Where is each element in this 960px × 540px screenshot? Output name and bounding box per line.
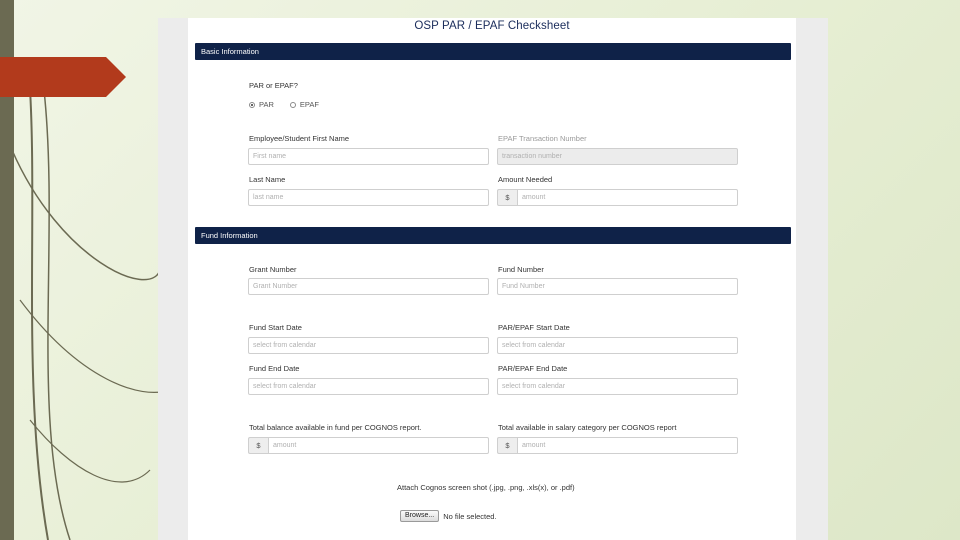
first-name-input[interactable]: First name [248,148,489,165]
par-end-date-label: PAR/EPAF End Date [498,364,568,373]
par-start-date-input[interactable]: select from calendar [497,337,738,354]
amount-needed-group [497,189,738,206]
par-start-date-label: PAR/EPAF Start Date [498,323,570,332]
grant-number-label: Grant Number [249,265,297,274]
fund-start-date-label: Fund Start Date [249,323,302,332]
radio-epaf[interactable] [290,102,296,108]
browse-button[interactable]: Browse... [400,510,439,522]
file-upload-row [400,510,497,522]
section-header-fund: Fund Information [195,227,791,244]
last-name-input[interactable]: last name [248,189,489,206]
amount-needed-input[interactable]: amount [517,189,738,206]
fund-end-date-input[interactable]: select from calendar [248,378,489,395]
total-salary-label: Total available in salary category per COGNOS report [498,423,677,432]
checksheet-form [188,18,796,540]
arrow-tab [0,57,126,97]
fund-number-label: Fund Number [498,265,544,274]
form-title: OSP PAR / EPAF Checksheet [414,20,570,32]
par-epaf-radio-group [249,100,319,109]
fund-number-input[interactable]: Fund Number [497,278,738,295]
last-name-label: Last Name [249,175,286,184]
section-header-basic: Basic Information [195,43,791,60]
fund-start-date-input[interactable]: select from calendar [248,337,489,354]
total-balance-label: Total balance available in fund per COGNOS report. [249,423,422,432]
dollar-prefix: $ [497,189,517,206]
total-salary-group [497,437,738,454]
epaf-transaction-label: EPAF Transaction Number [498,134,587,143]
first-name-label: Employee/Student First Name [249,134,350,143]
radio-par-label: PAR [259,100,274,109]
par-epaf-question: PAR or EPAF? [249,81,298,90]
attach-cognos-label: Attach Cognos screen shot (.jpg, .png, .xls(x), or .pdf) [397,483,575,492]
fund-end-date-label: Fund End Date [249,364,300,373]
total-balance-input[interactable]: amount [268,437,489,454]
file-status-text: No file selected. [443,511,497,521]
radio-epaf-label: EPAF [299,100,319,109]
total-balance-group [248,437,489,454]
total-salary-input[interactable]: amount [517,437,738,454]
dollar-prefix: $ [497,437,517,454]
dollar-prefix: $ [248,437,268,454]
epaf-transaction-input[interactable]: transaction number [497,148,738,165]
par-end-date-input[interactable]: select from calendar [497,378,738,395]
radio-par[interactable] [249,102,255,108]
amount-needed-label: Amount Needed [498,175,553,184]
grant-number-input[interactable]: Grant Number [248,278,489,295]
